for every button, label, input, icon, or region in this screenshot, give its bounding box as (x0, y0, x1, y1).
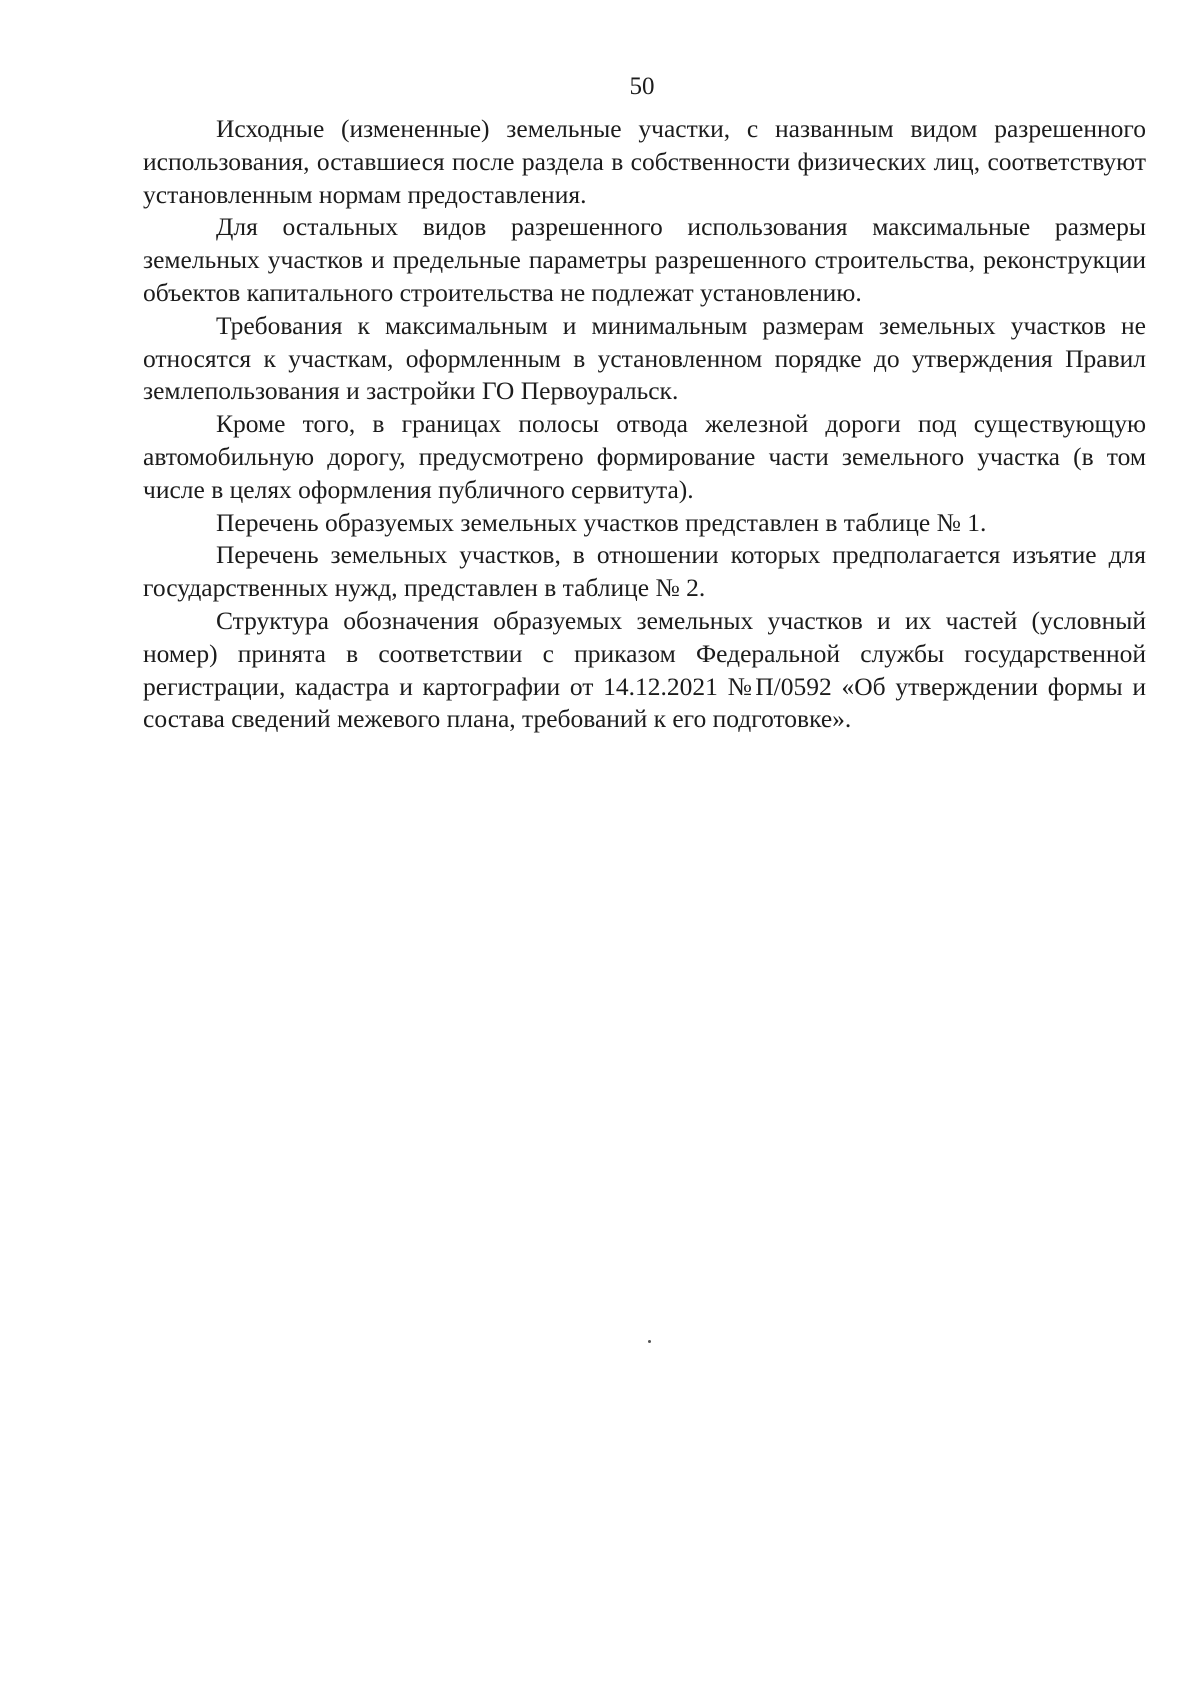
paragraph-table-1-reference: Перечень образуемых земельных участков представлен в таблице № 1. (216, 507, 987, 537)
paragraph-size-requirements: Требования к максимальным и минимальным размерам земельных участков не относятся к участкам, оформленным в установленном порядке до утверждения Правил землепользования и застройки ГО Первоуральск. (143, 310, 1146, 406)
paragraph-numbering-structure: Структура обозначения образуемых земельных участков и их частей (условный номер) принята в соответствии с приказом Федеральной службы государственной регистрации, кадастра и картографии от 14.12.2021 №П/0592 «Об утверждении формы и состава сведений межевого плана, требований к его подготовке». (143, 605, 1146, 734)
page-number: 50 (629, 73, 655, 100)
paragraph-railway-strip: Кроме того, в границах полосы отвода железной дороги под существующую автомобильную дорогу, предусмотрено формирование части земельного участка (в том числе в целях оформления публичного сервитута). (143, 409, 1146, 504)
paragraph-other-uses: Для остальных видов разрешенного использования максимальные размеры земельных участков и предельные параметры разрешенного строительства, реконструкции объектов капитального строительства не подлежат установлению. (143, 212, 1146, 307)
document-body (143, 113, 1146, 736)
paragraph-table-2-reference: Перечень земельных участков, в отношении которых предполагается изъятие для государственных нужд, представлен в таблице № 2. (143, 540, 1146, 603)
paragraph-original-plots: Исходные (измененные) земельные участки, с названным видом разрешенного использования, оставшиеся после раздела в собственности физических лиц, соответствуют установленным нормам предоставления. (143, 114, 1146, 209)
scan-speck (648, 1340, 651, 1343)
